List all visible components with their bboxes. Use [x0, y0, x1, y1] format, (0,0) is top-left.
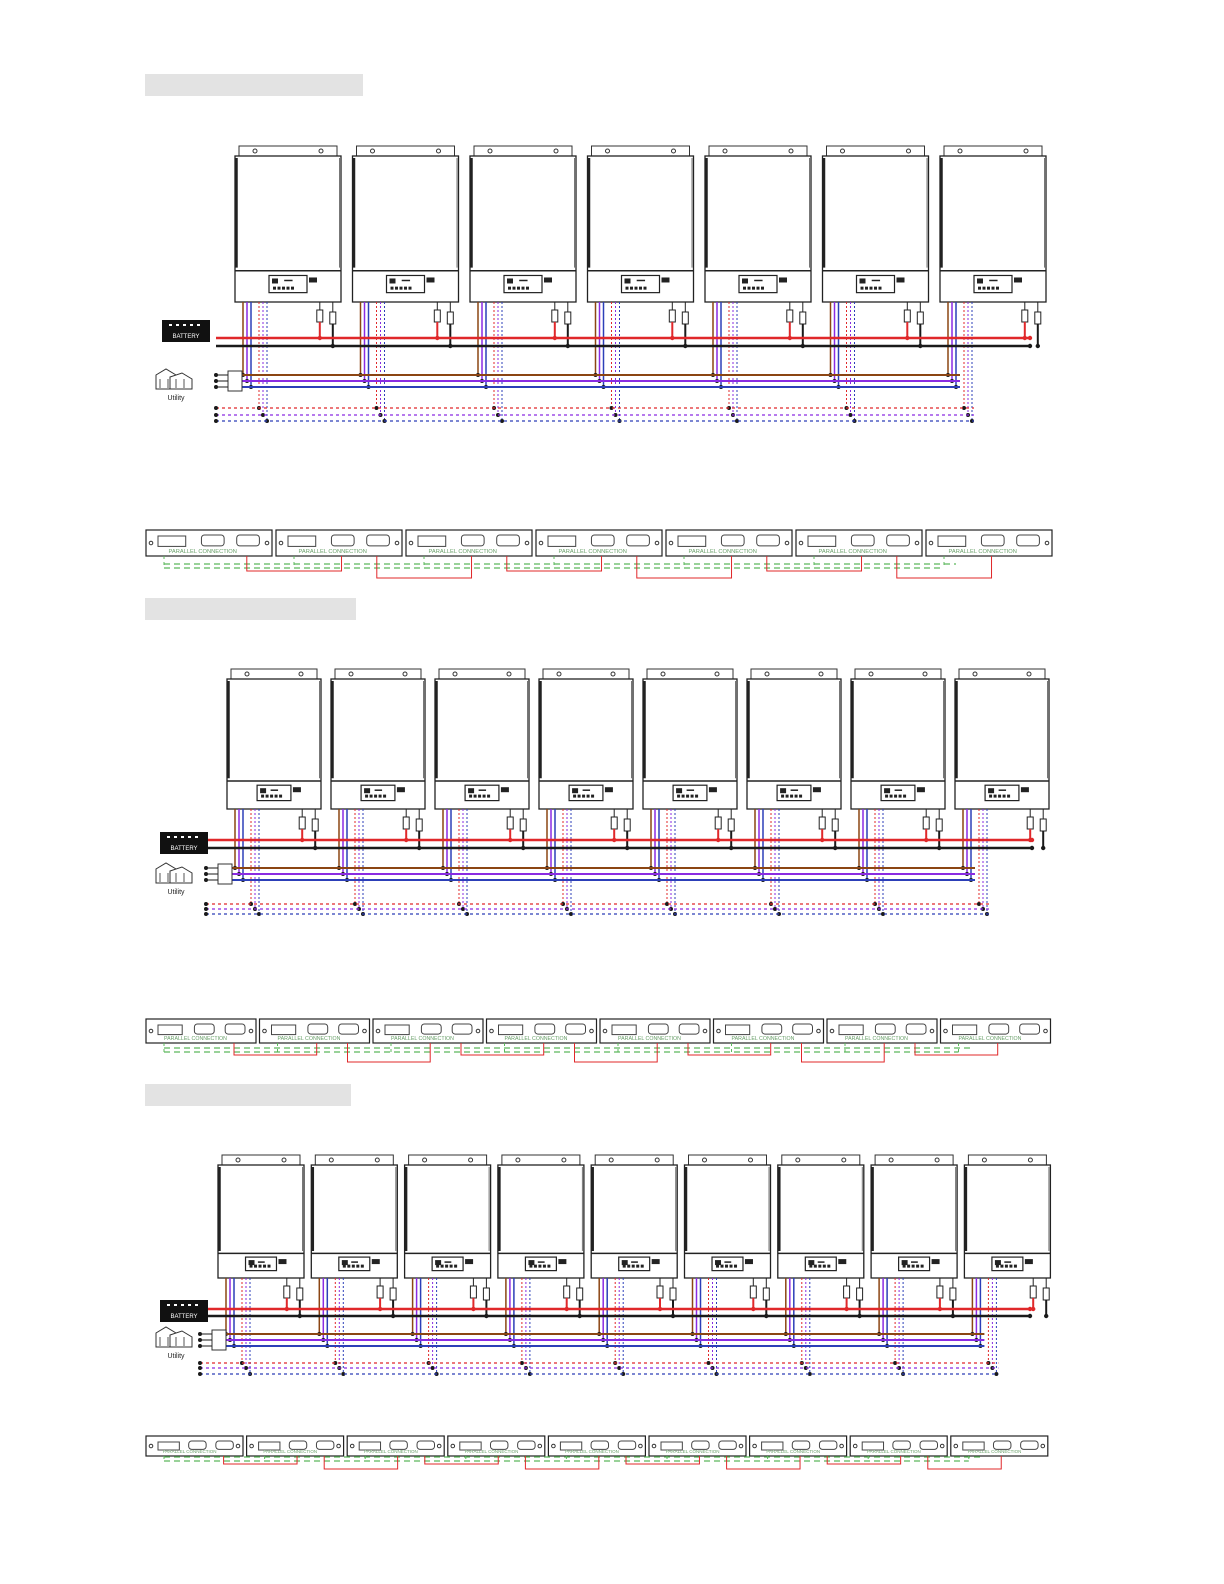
- battery-fuse: [577, 1288, 583, 1300]
- battery-fuse: [284, 1286, 290, 1298]
- inverter-unit: [405, 1155, 491, 1278]
- db9-port: [316, 1441, 333, 1449]
- db9-port: [920, 1441, 937, 1449]
- inverter-button: [996, 1265, 999, 1268]
- battery-fuse: [483, 1288, 489, 1300]
- junction-dot: [198, 1366, 202, 1370]
- inverter-mount-bracket: [222, 1155, 300, 1165]
- parallel-connection-label: PARALLEL CONNECTION: [162, 1449, 217, 1454]
- parallel-port-panel: [951, 1436, 1048, 1456]
- battery-fuse: [470, 1286, 476, 1298]
- inverter-button: [1014, 1265, 1017, 1268]
- inverter-unit: [778, 1155, 864, 1278]
- inverter-button: [268, 1265, 271, 1268]
- inverter-display-icon: [808, 1260, 814, 1265]
- inverter-button: [441, 1265, 444, 1268]
- parallel-port-panel: [750, 1436, 847, 1456]
- inverter-indicator: [838, 1259, 846, 1264]
- utility-label: Utility: [167, 889, 185, 896]
- battery-label: BATTERY: [172, 334, 200, 340]
- battery-fuse: [857, 1288, 863, 1300]
- parallel-port-panel: [448, 1436, 545, 1456]
- battery-fuse: [750, 1286, 756, 1298]
- parallel-connection-label: PARALLEL CONNECTION: [731, 1036, 795, 1042]
- battery-fuse: [657, 1286, 663, 1298]
- junction-dot: [707, 1361, 711, 1365]
- inverter-button: [912, 1265, 915, 1268]
- inverter-indicator: [278, 1259, 286, 1264]
- inverter-button: [352, 1265, 355, 1268]
- battery-fuse: [564, 1286, 570, 1298]
- parallel-port-panel: [548, 1436, 645, 1456]
- db9-port: [618, 1441, 635, 1449]
- inverter-button: [454, 1265, 457, 1268]
- inverter-mount-bracket: [595, 1155, 673, 1165]
- parallel-connection-label: PARALLEL CONNECTION: [665, 1449, 720, 1454]
- inverter-unit: [498, 1155, 584, 1278]
- inverter-button: [818, 1265, 821, 1268]
- inverter-indicator: [465, 1259, 473, 1264]
- inverter-button: [730, 1265, 733, 1268]
- battery-label: BATTERY: [170, 1314, 198, 1320]
- inverter-button: [1005, 1265, 1008, 1268]
- inverter-button: [716, 1265, 719, 1268]
- battery-fuse: [390, 1288, 396, 1300]
- inverter-display-icon: [622, 1260, 628, 1265]
- db9-port: [819, 1441, 836, 1449]
- parallel-connection-label: PARALLEL CONNECTION: [818, 549, 887, 555]
- battery-cell-mark: [181, 1304, 184, 1306]
- inverter-button: [827, 1265, 830, 1268]
- utility-breaker: [212, 1330, 226, 1350]
- section-group: [146, 1155, 1050, 1469]
- battery-cell-mark: [195, 1304, 198, 1306]
- parallel-comm-cable: [525, 1456, 598, 1469]
- inverter-button: [809, 1265, 812, 1268]
- parallel-port-panel: [649, 1436, 746, 1456]
- inverter-button: [547, 1265, 550, 1268]
- junction-dot: [1028, 1314, 1032, 1318]
- inverter-button: [543, 1265, 546, 1268]
- parallel-port-panel: [850, 1436, 947, 1456]
- parallel-connection-label: PARALLEL CONNECTION: [688, 549, 757, 555]
- junction-dot: [198, 1338, 202, 1342]
- parallel-connection-label: PARALLEL CONNECTION: [565, 1449, 619, 1454]
- junction-dot: [1044, 1314, 1048, 1318]
- inverter-button: [632, 1265, 635, 1268]
- parallel-connection-label: PARALLEL CONNECTION: [618, 1036, 681, 1042]
- inverter-display-icon: [249, 1260, 255, 1265]
- inverter-indicator: [932, 1259, 940, 1264]
- battery-fuse: [937, 1286, 943, 1298]
- inverter-mount-bracket: [315, 1155, 393, 1165]
- battery-fuse: [763, 1288, 769, 1300]
- inverter-unit: [218, 1155, 304, 1278]
- inverter-mount-bracket: [782, 1155, 860, 1165]
- battery-fuse: [950, 1288, 956, 1300]
- inverter-button: [361, 1265, 364, 1268]
- inverter-button: [903, 1265, 906, 1268]
- inverter-display-icon: [715, 1260, 721, 1265]
- inverter-button: [254, 1265, 257, 1268]
- inverter-indicator: [372, 1259, 380, 1264]
- utility-building-icon: [170, 1331, 192, 1347]
- inverter-button: [534, 1265, 537, 1268]
- inverter-button: [916, 1265, 919, 1268]
- parallel-connection-label: PARALLEL CONNECTION: [766, 1449, 821, 1454]
- battery-label: BATTERY: [170, 846, 198, 852]
- parallel-comm-cable: [727, 1456, 800, 1469]
- inverter-button: [823, 1265, 826, 1268]
- inverter-button: [721, 1265, 724, 1268]
- parallel-connection-label: PARALLEL CONNECTION: [464, 1449, 519, 1454]
- parallel-connection-label: PARALLEL CONNECTION: [967, 1449, 1022, 1454]
- inverter-button: [450, 1265, 453, 1268]
- inverter-button: [347, 1265, 350, 1268]
- inverter-button: [907, 1265, 910, 1268]
- inverter-mount-bracket: [875, 1155, 953, 1165]
- inverter-button: [436, 1265, 439, 1268]
- inverter-button: [734, 1265, 737, 1268]
- battery-fuse: [1043, 1288, 1049, 1300]
- junction-dot: [1028, 1307, 1032, 1311]
- inverter-button: [445, 1265, 448, 1268]
- junction-dot: [198, 1372, 202, 1376]
- inverter-display-icon: [902, 1260, 908, 1265]
- parallel-connection-label: PARALLEL CONNECTION: [168, 549, 237, 555]
- inverter-unit: [311, 1155, 397, 1278]
- inverter-mount-bracket: [409, 1155, 487, 1165]
- inverter-unit: [964, 1155, 1050, 1278]
- inverter-button: [250, 1265, 253, 1268]
- parallel-comm-cable: [928, 1456, 1001, 1469]
- parallel-connection-label: PARALLEL CONNECTION: [277, 1036, 341, 1042]
- inverter-display-icon: [995, 1260, 1001, 1265]
- inverter-button: [623, 1265, 626, 1268]
- parallel-port-panel: [347, 1436, 444, 1456]
- inverter-button: [814, 1265, 817, 1268]
- inverter-mount-bracket: [968, 1155, 1046, 1165]
- parallel-connection-label: PARALLEL CONNECTION: [298, 549, 367, 555]
- junction-dot: [198, 1361, 202, 1365]
- parallel-connection-label: PARALLEL CONNECTION: [504, 1036, 568, 1042]
- parallel-connection-label: PARALLEL CONNECTION: [866, 1449, 921, 1454]
- inverter-button: [356, 1265, 359, 1268]
- parallel-connection-label: PARALLEL CONNECTION: [391, 1036, 454, 1042]
- inverter-unit: [591, 1155, 677, 1278]
- junction-dot: [198, 1344, 202, 1348]
- inverter-indicator: [558, 1259, 566, 1264]
- inverter-mount-bracket: [502, 1155, 580, 1165]
- db9-port: [518, 1441, 535, 1449]
- parallel-connection-label: PARALLEL CONNECTION: [164, 1036, 227, 1042]
- inverter-unit: [685, 1155, 771, 1278]
- parallel-port-panel: [247, 1436, 344, 1456]
- battery-fuse: [844, 1286, 850, 1298]
- parallel-connection-label: PARALLEL CONNECTION: [845, 1036, 908, 1042]
- parallel-connection-label: PARALLEL CONNECTION: [263, 1449, 318, 1454]
- parallel-connection-label: PARALLEL CONNECTION: [363, 1449, 418, 1454]
- inverter-button: [538, 1265, 541, 1268]
- inverter-button: [263, 1265, 266, 1268]
- battery-fuse: [297, 1288, 303, 1300]
- parallel-connection-label: PARALLEL CONNECTION: [428, 549, 497, 555]
- db9-port: [1021, 1441, 1038, 1449]
- inverter-indicator: [652, 1259, 660, 1264]
- parallel-port-panel: [146, 1436, 243, 1456]
- parallel-connection-label: PARALLEL CONNECTION: [948, 549, 1017, 555]
- db9-port: [216, 1441, 233, 1449]
- inverter-indicator: [1025, 1259, 1033, 1264]
- inverter-display-icon: [528, 1260, 534, 1265]
- db9-port: [417, 1441, 434, 1449]
- inverter-button: [343, 1265, 346, 1268]
- parallel-comm-cable: [324, 1456, 397, 1469]
- battery-fuse: [377, 1286, 383, 1298]
- inverter-button: [921, 1265, 924, 1268]
- inverter-display-icon: [435, 1260, 441, 1265]
- utility-label: Utility: [167, 395, 185, 402]
- utility-label: Utility: [167, 1353, 185, 1360]
- inverter-button: [725, 1265, 728, 1268]
- inverter-display-icon: [342, 1260, 348, 1265]
- inverter-mount-bracket: [689, 1155, 767, 1165]
- inverter-button: [1000, 1265, 1003, 1268]
- junction-dot: [198, 1332, 202, 1336]
- inverter-button: [641, 1265, 644, 1268]
- inverter-button: [1009, 1265, 1012, 1268]
- inverter-indicator: [745, 1259, 753, 1264]
- battery-fuse: [670, 1288, 676, 1300]
- battery-cell-mark: [174, 1304, 177, 1306]
- inverter-button: [627, 1265, 630, 1268]
- inverter-button: [259, 1265, 262, 1268]
- inverter-unit: [871, 1155, 957, 1278]
- db9-port: [719, 1441, 736, 1449]
- inverter-button: [636, 1265, 639, 1268]
- parallel-connection-label: PARALLEL CONNECTION: [558, 549, 627, 555]
- battery-fuse: [1030, 1286, 1036, 1298]
- inverter-button: [529, 1265, 532, 1268]
- battery-cell-mark: [188, 1304, 191, 1306]
- parallel-connection-label: PARALLEL CONNECTION: [958, 1036, 1022, 1042]
- battery-cell-mark: [167, 1304, 170, 1306]
